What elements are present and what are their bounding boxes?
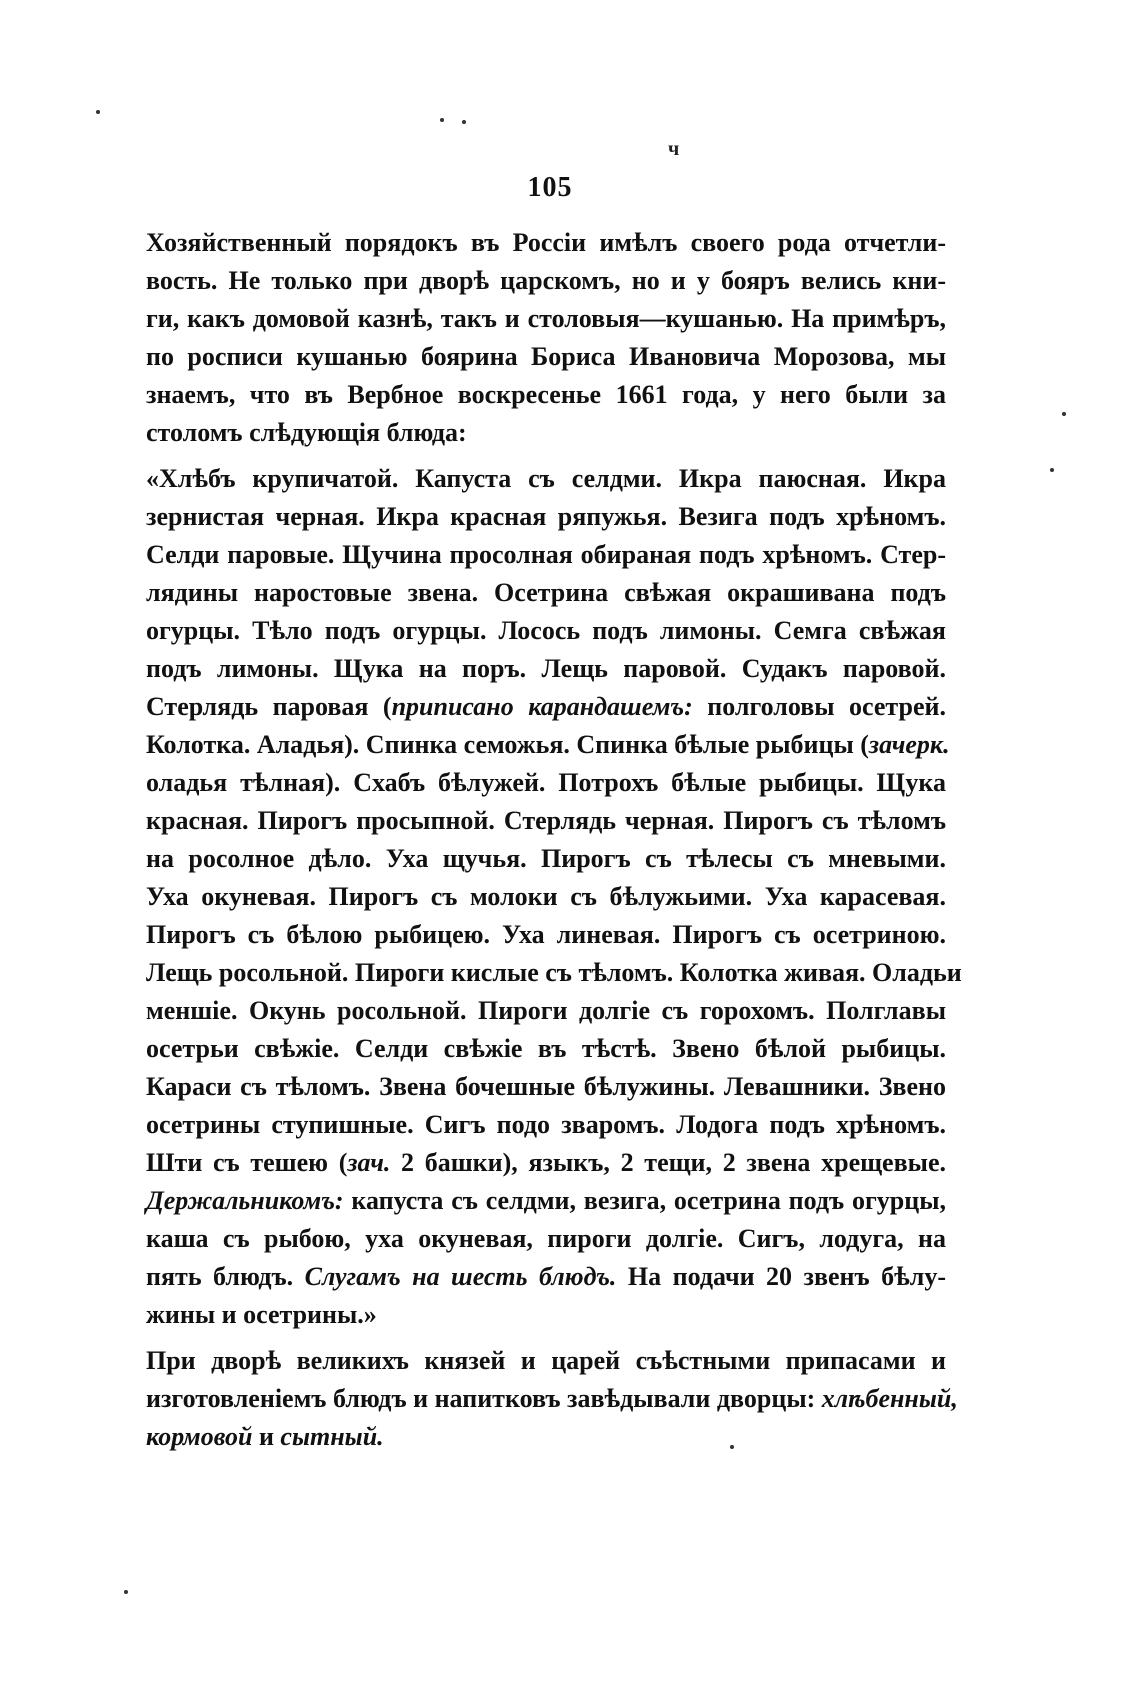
line-segment: изготовленіемъ блюдъ и напитковъ завѣдывали дворцы: bbox=[146, 1384, 822, 1413]
page-number: 105 bbox=[527, 172, 573, 203]
print-speck bbox=[1062, 412, 1066, 416]
corner-mark: ч bbox=[668, 138, 680, 160]
text-line: Хозяйственный порядокъ въ Россіи имѣлъ своего рода отчетли- bbox=[146, 228, 946, 257]
text-line: Селди паровые. Щучина просолная обираная подъ хрѣномъ. Стер- bbox=[146, 540, 946, 569]
text-line bbox=[146, 688, 946, 726]
text-line: знаемъ, что въ Вербное воскресенье 1661 года, у него были за bbox=[146, 380, 946, 409]
text-line: подъ лимоны. Щука на поръ. Лещь паровой. Судакъ паровой. bbox=[146, 654, 946, 683]
text-line bbox=[146, 1380, 958, 1418]
italic-note: зач. bbox=[347, 1148, 391, 1177]
print-speck bbox=[1050, 468, 1054, 472]
paragraph-intro bbox=[146, 224, 946, 452]
text-line: Пирогъ съ бѣлою рыбицею. Уха линевая. Пирогъ съ осетриною. bbox=[146, 920, 946, 949]
text-line: меншіе. Окунь росольной. Пироги долгіе съ горохомъ. Полглавы bbox=[146, 996, 946, 1025]
line-segment: Стерлядь паровая ( bbox=[146, 692, 392, 721]
paragraph-menu-quote bbox=[146, 460, 962, 1334]
line-segment: 2 башки), языкъ, 2 тещи, 2 звена хрещевые. bbox=[390, 1148, 946, 1177]
italic-note: зачерк. bbox=[868, 730, 950, 759]
text-line: на росолное дѣло. Уха щучья. Пирогъ съ тѣлесы съ мневыми. bbox=[146, 844, 946, 873]
text-line: Уха окуневая. Пирогъ съ молоки съ бѣлужьими. Уха карасевая. bbox=[146, 882, 946, 911]
text-line: огурцы. Тѣло подъ огурцы. Лосось подъ лимоны. Семга свѣжая bbox=[146, 616, 946, 645]
print-speck bbox=[440, 118, 444, 122]
text-line: Лещь росольной. Пироги кислые съ тѣломъ. Колотка живая. Оладьи bbox=[146, 958, 962, 987]
text-line: осетрьи свѣжіе. Селди свѣжіе въ тѣстѣ. Звено бѣлой рыбицы. bbox=[146, 1034, 946, 1063]
text-line: зернистая черная. Икра красная ряпужья. Везига подъ хрѣномъ. bbox=[146, 502, 946, 531]
line-segment: полголовы осетрей. bbox=[692, 692, 946, 721]
text-line bbox=[146, 1258, 946, 1296]
text-line bbox=[146, 1144, 946, 1182]
paragraph-court-kitchens bbox=[146, 1342, 958, 1456]
text-line bbox=[146, 726, 950, 764]
print-speck bbox=[730, 1445, 734, 1449]
line-segment: На подачи 20 звенъ бѣлу- bbox=[627, 1262, 947, 1291]
text-line: При дворѣ великихъ князей и царей съѣстными припасами и bbox=[146, 1346, 946, 1375]
text-line: «Хлѣбъ крупичатой. Капуста съ селдми. Икра паюсная. Икра bbox=[146, 464, 946, 493]
text-line: жины и осетрины.» bbox=[146, 1300, 377, 1329]
text-line: вость. Не только при дворѣ царскомъ, но и у бояръ велись кни- bbox=[146, 266, 946, 295]
text-line: столомъ слѣдующія блюда: bbox=[146, 418, 467, 447]
text-line: осетрины ступишные. Сигъ подо зваромъ. Лодога подъ хрѣномъ. bbox=[146, 1110, 946, 1139]
text-line bbox=[146, 1418, 946, 1456]
italic-note: Держальникомъ: bbox=[146, 1186, 344, 1215]
italic-term: сытный. bbox=[280, 1422, 384, 1451]
text-line: лядины наростовые звена. Осетрина свѣжая окрашивана подъ bbox=[146, 578, 946, 607]
italic-term: кормовой bbox=[146, 1422, 253, 1451]
line-segment: пять блюдъ. bbox=[146, 1262, 294, 1291]
print-speck bbox=[462, 120, 466, 124]
italic-note: приписано карандашемъ: bbox=[391, 692, 693, 721]
text-line: каша съ рыбою, уха окуневая, пироги долгіе. Сигъ, лодуга, на bbox=[146, 1224, 946, 1253]
print-speck bbox=[124, 1590, 128, 1594]
line-segment: Шти съ тешею ( bbox=[146, 1148, 348, 1177]
line-segment: и bbox=[252, 1422, 281, 1451]
text-line: красная. Пирогъ просыпной. Стерлядь черная. Пирогъ съ тѣломъ bbox=[146, 806, 946, 835]
text-line: по росписи кушанью боярина Бориса Ивановича Морозова, мы bbox=[146, 342, 946, 371]
print-speck bbox=[96, 110, 100, 114]
line-segment: капуста съ селдми, везига, осетрина подъ огурцы, bbox=[351, 1186, 946, 1215]
text-line: оладья тѣлная). Схабъ бѣлужей. Потрохъ бѣлые рыбицы. Щука bbox=[146, 768, 946, 797]
italic-note: Слугамъ на шесть блюдъ. bbox=[304, 1262, 617, 1291]
italic-term: хлѣбенный, bbox=[821, 1384, 958, 1413]
text-line: Караси съ тѣломъ. Звена бочешные бѣлужины. Левашники. Звено bbox=[146, 1072, 946, 1101]
text-line: ги, какъ домовой казнѣ, такъ и столовыя—кушанью. На примѣръ, bbox=[146, 304, 946, 333]
line-segment: Колотка. Аладья). Спинка семожья. Спинка бѣлые рыбицы ( bbox=[146, 730, 869, 759]
text-line bbox=[146, 1182, 946, 1220]
